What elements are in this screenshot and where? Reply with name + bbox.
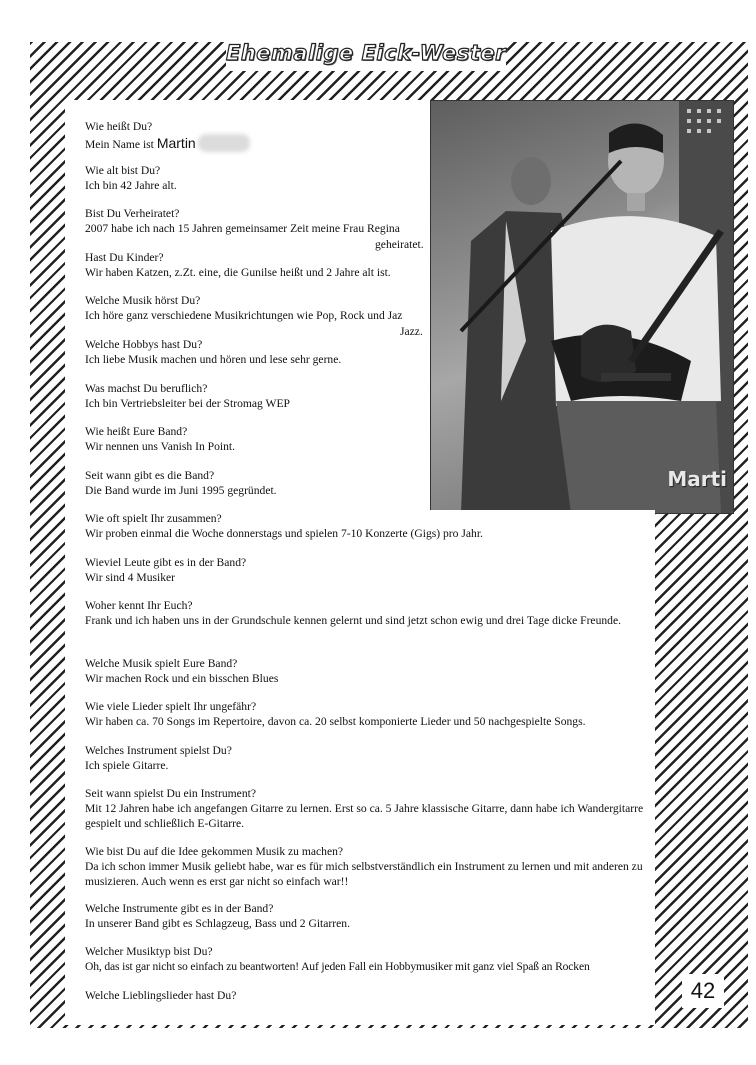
question: Welche Musik hörst Du? (85, 294, 201, 307)
redacted-surname (198, 134, 250, 152)
question: Wie oft spielt Ihr zusammen? (85, 512, 222, 525)
question: Welche Instrumente gibt es in der Band? (85, 902, 274, 915)
qa-item-how-met (85, 598, 645, 628)
page-title: Ehemalige Eick-Wester (226, 41, 507, 65)
answer: Die Band wurde im Juni 1995 gegründet. (85, 484, 277, 497)
question: Bist Du Verheiratet? (85, 207, 180, 220)
answer: Ich liebe Musik machen und hören und lese sehr gerne. (85, 353, 342, 366)
qa-item-rehearsal (85, 511, 483, 541)
qa-item-band-style (85, 656, 278, 686)
qa-item-idea (85, 844, 645, 889)
qa-item-name (85, 119, 250, 152)
answer: Wir haben ca. 70 Songs im Repertoire, davon ca. 20 selbst komponierte Lieder und 50 nachgespielte Songs. (85, 715, 586, 728)
question: Welche Lieblingslieder hast Du? (85, 989, 237, 1002)
question: Wieviel Leute gibt es in der Band? (85, 556, 247, 569)
answer: Oh, das ist gar nicht so einfach zu beantworten! Auf jeden Fall ein Hobbymusiker mit ganz viel Spaß an Rocken (85, 960, 590, 973)
question: Was machst Du beruflich? (85, 382, 208, 395)
question: Wie heißt Eure Band? (85, 425, 188, 438)
question: Welche Hobbys hast Du? (85, 338, 203, 351)
qa-item-instrument (85, 743, 232, 773)
qa-item-age (85, 163, 177, 193)
question: Welche Musik spielt Eure Band? (85, 657, 238, 670)
qa-item-job (85, 381, 290, 411)
answer: Wir nennen uns Vanish In Point. (85, 440, 236, 453)
answer: Ich spiele Gitarre. (85, 759, 169, 772)
qa-item-married (85, 206, 400, 236)
answer: 2007 habe ich nach 15 Jahren gemeinsamer Zeit meine Frau Regina (85, 222, 400, 235)
question: Wie viele Lieder spielt Ihr ungefähr? (85, 700, 257, 713)
answer: Mit 12 Jahren habe ich angefangen Gitarre zu lernen. Erst so ca. 5 Jahre klassische Gitarre, dann habe ich Wandergitarre gespielt und schließlich E-Gitarre. (85, 802, 644, 830)
answer-continuation: Jazz. (400, 325, 423, 338)
qa-item-children (85, 250, 391, 280)
qa-item-members (85, 555, 246, 585)
question: Wie alt bist Du? (85, 164, 161, 177)
answer: Da ich schon immer Musik geliebt habe, war es für mich selbstverständlich ein Instrument zu lernen und mit anderen zu musizieren. Auch wenn es erst gar nicht so einfach war!! (85, 860, 643, 888)
answer: Ich bin Vertriebsleiter bei der Stromag WEP (85, 397, 290, 410)
answer: In unserer Band gibt es Schlagzeug, Bass und 2 Gitarren. (85, 917, 350, 930)
question: Hast Du Kinder? (85, 251, 164, 264)
qa-item-band-name (85, 424, 235, 454)
photo-caption: Marti (667, 467, 727, 491)
answer: Ich höre ganz verschiedene Musikrichtungen wie Pop, Rock und Jaz (85, 309, 403, 322)
question: Seit wann spielst Du ein Instrument? (85, 787, 256, 800)
answer-continuation: geheiratet. (375, 238, 424, 251)
qa-item-band-since (85, 468, 277, 498)
question: Woher kennt Ihr Euch? (85, 599, 193, 612)
name-value: Martin (156, 135, 196, 151)
question: Wie bist Du auf die Idee gekommen Musik zu machen? (85, 845, 344, 858)
qa-item-music-type (85, 944, 590, 974)
qa-item-hobbies (85, 337, 341, 367)
photo-illustration (431, 101, 733, 513)
qa-item-music (85, 293, 402, 323)
question: Welches Instrument spielst Du? (85, 744, 232, 757)
page-number: 42 (682, 974, 724, 1008)
answer: Wir haben Katzen, z.Zt. eine, die Gunilse heißt und 2 Jahre alt ist. (85, 266, 391, 279)
qa-item-playing-since (85, 786, 645, 831)
band-photo (430, 100, 734, 514)
answer (85, 134, 250, 152)
question: Wie heißt Du? (85, 120, 153, 133)
question: Seit wann gibt es die Band? (85, 469, 215, 482)
answer: Ich bin 42 Jahre alt. (85, 179, 177, 192)
question: Welcher Musiktyp bist Du? (85, 945, 213, 958)
qa-item-favorite-songs (85, 988, 236, 1003)
qa-item-song-count (85, 699, 586, 729)
qa-item-band-instruments (85, 901, 350, 931)
answer: Frank und ich haben uns in der Grundschule kennen gelernt und sind jetzt schon ewig und drei Tage dicke Freunde. (85, 614, 622, 627)
answer: Wir proben einmal die Woche donnerstags und spielen 7-10 Konzerte (Gigs) pro Jahr. (85, 527, 483, 540)
answer: Wir machen Rock und ein bisschen Blues (85, 672, 279, 685)
answer: Wir sind 4 Musiker (85, 571, 176, 584)
answer-text: Mein Name ist (85, 138, 154, 151)
